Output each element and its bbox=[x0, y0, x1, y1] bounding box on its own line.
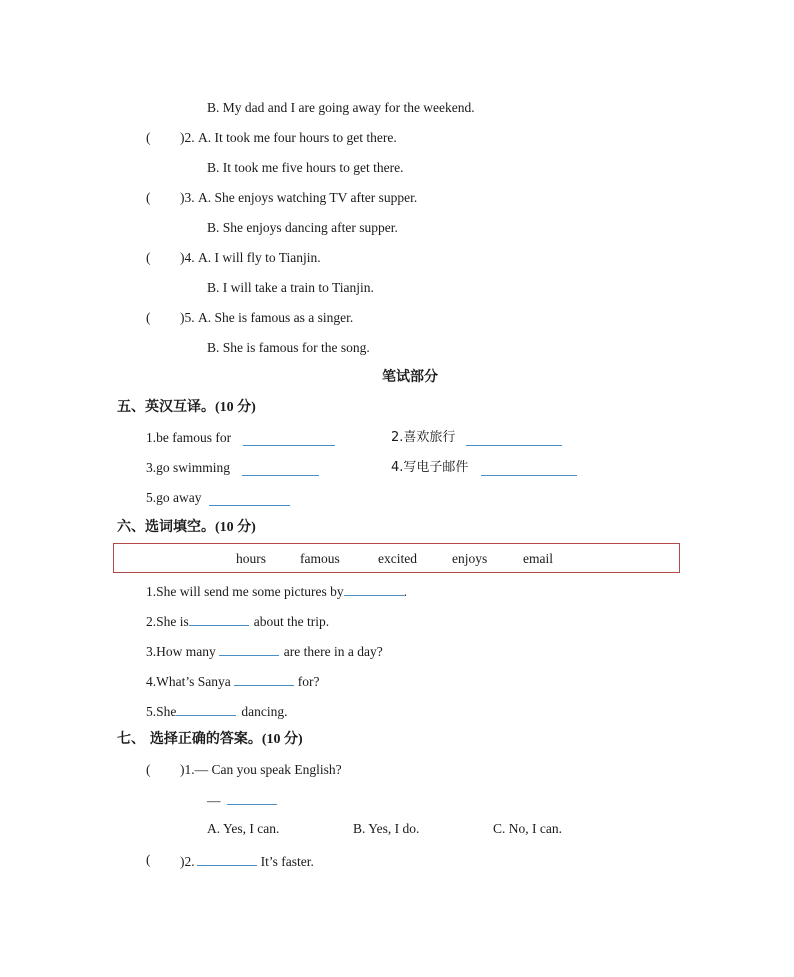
fill-item-text: 3.How many bbox=[146, 644, 216, 659]
fill-item-text: 2.She is bbox=[146, 614, 189, 629]
fill-item-4 bbox=[146, 671, 319, 691]
word-bank-item: email bbox=[523, 551, 553, 566]
choice-q2 bbox=[180, 851, 314, 871]
listen-option-b: B. She enjoys dancing after supper. bbox=[207, 220, 398, 235]
answer-paren[interactable]: ( bbox=[146, 250, 151, 265]
listen-option-a: A. I will fly to Tianjin. bbox=[198, 250, 321, 265]
section7-heading bbox=[117, 730, 303, 749]
fill-item-text: about the trip. bbox=[253, 614, 330, 629]
answer-paren[interactable]: ( bbox=[146, 762, 151, 777]
written-part-title: 笔试部分 bbox=[382, 369, 438, 385]
fill-item-text: dancing. bbox=[241, 704, 288, 719]
fill-item-text: are there in a day? bbox=[283, 644, 383, 659]
listen-option-a: A. It took me four hours to get there. bbox=[198, 130, 397, 145]
listen-option-b: B. She is famous for the song. bbox=[207, 340, 370, 355]
fill-item-text: 5.She bbox=[146, 704, 177, 719]
answer-blank[interactable] bbox=[481, 461, 577, 476]
choice-q2-text: It’s faster. bbox=[260, 854, 314, 869]
translate-item-label: 5.go away bbox=[146, 490, 202, 505]
section7-title: 七、 选择正确的答案。 bbox=[117, 731, 262, 747]
listen-option-a: A. She is famous as a singer. bbox=[198, 310, 354, 325]
translate-item-1 bbox=[146, 429, 231, 447]
translate-item-label: 1.be famous for bbox=[146, 430, 232, 445]
fill-item-text: . bbox=[403, 584, 407, 599]
fill-item-text: for? bbox=[297, 674, 320, 689]
fill-item-1 bbox=[146, 581, 407, 601]
listen-item-num: )4. bbox=[180, 250, 195, 265]
listen-option-b: B. I will take a train to Tianjin. bbox=[207, 280, 374, 295]
answer-blank[interactable] bbox=[197, 851, 257, 866]
answer-blank[interactable] bbox=[466, 431, 562, 446]
answer-blank[interactable] bbox=[209, 491, 290, 506]
choice-option-b[interactable]: B. Yes, I do. bbox=[353, 821, 420, 836]
section7-score: (10 分) bbox=[261, 732, 303, 747]
fill-item-text: 1.She will send me some pictures by bbox=[146, 584, 344, 599]
answer-blank[interactable] bbox=[189, 611, 249, 626]
translate-item-2 bbox=[391, 429, 455, 447]
answer-paren[interactable]: ( bbox=[146, 310, 151, 325]
section6-title: 六、选词填空。 bbox=[117, 519, 215, 535]
answer-paren[interactable]: ( bbox=[146, 130, 151, 145]
choice-q2-num: )2. bbox=[180, 854, 195, 869]
answer-blank[interactable] bbox=[176, 701, 236, 716]
listen-item-num: )2. bbox=[180, 130, 195, 145]
section6-heading bbox=[117, 518, 256, 537]
section5-score: (10 分) bbox=[215, 400, 256, 415]
answer-paren[interactable]: ( bbox=[146, 852, 151, 867]
fill-item-5 bbox=[146, 701, 288, 721]
dash: — bbox=[207, 793, 221, 808]
listen-item-num: )3. bbox=[180, 190, 195, 205]
answer-blank[interactable] bbox=[227, 790, 277, 805]
section5-heading bbox=[117, 398, 256, 417]
word-bank-item: excited bbox=[378, 551, 417, 566]
section6-score: (10 分) bbox=[215, 520, 256, 535]
fill-item-3 bbox=[146, 641, 383, 661]
answer-blank[interactable] bbox=[243, 431, 335, 446]
translate-item-3 bbox=[146, 459, 230, 477]
listen-option-b: B. It took me five hours to get there. bbox=[207, 160, 404, 175]
word-bank-item: enjoys bbox=[452, 551, 488, 566]
choice-option-c[interactable]: C. No, I can. bbox=[493, 821, 562, 836]
choice-q1: )1.— Can you speak English? bbox=[180, 762, 342, 777]
listen-item1-option-b: B. My dad and I are going away for the weekend. bbox=[207, 100, 475, 115]
choice-q1-reply bbox=[207, 790, 277, 810]
fill-item-2 bbox=[146, 611, 329, 631]
translate-item-label: 4.写电子邮件 bbox=[391, 460, 469, 475]
word-bank-item: famous bbox=[300, 551, 340, 566]
translate-item-5 bbox=[146, 489, 201, 507]
listen-item-num: )5. bbox=[180, 310, 195, 325]
answer-blank[interactable] bbox=[344, 581, 404, 596]
listen-option-a: A. She enjoys watching TV after supper. bbox=[198, 190, 418, 205]
choice-option-a[interactable]: A. Yes, I can. bbox=[207, 821, 280, 836]
translate-item-4 bbox=[391, 459, 468, 477]
translate-item-label: 3.go swimming bbox=[146, 460, 231, 475]
answer-paren[interactable]: ( bbox=[146, 190, 151, 205]
translate-item-label: 2.喜欢旅行 bbox=[391, 430, 456, 445]
word-bank-item: hours bbox=[236, 551, 266, 566]
answer-blank[interactable] bbox=[234, 671, 294, 686]
fill-item-text: 4.What’s Sanya bbox=[146, 674, 231, 689]
section5-title: 五、英汉互译。 bbox=[117, 399, 215, 415]
answer-blank[interactable] bbox=[219, 641, 279, 656]
answer-blank[interactable] bbox=[242, 461, 319, 476]
